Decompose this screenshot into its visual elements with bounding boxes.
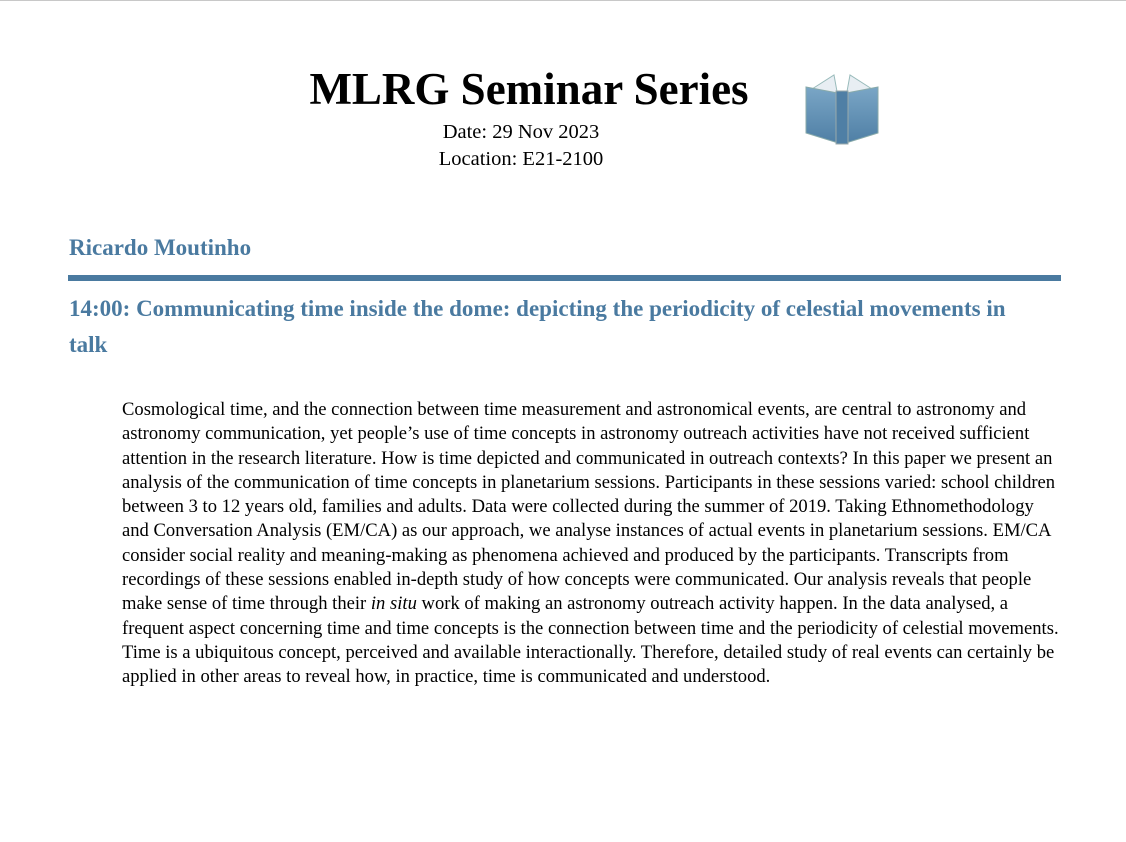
speaker-name: Ricardo Moutinho xyxy=(69,235,252,260)
open-book-icon xyxy=(800,67,884,152)
abstract-italic: in situ xyxy=(370,593,417,615)
event-location: Location: E21-2100 xyxy=(438,148,604,170)
page-title: MLRG Seminar Series xyxy=(309,64,749,114)
divider xyxy=(68,275,1061,281)
abstract-text-end: work of making an astronomy outreach activity happen. In the data analysed, a frequent aspect concerning time and time concepts is the connection between time and the periodicity of celestial movements. Time is a ubiquitous concept, perceived and available interactionally. Therefore, detailed study of real events can certainly be applied in other areas to reveal how, in practice, time is communicated and understood. xyxy=(122,593,1059,688)
talk-abstract xyxy=(122,398,1062,690)
abstract-text: Cosmological time, and the connection between time measurement and astronomical events, are central to astronomy and astronomy communication, yet people’s use of time concepts in astronomy outreach activities have not received sufficient attention in the research literature. How is time depicted and communicated in outreach contexts? In this paper we present an analysis of the communication of time concepts in planetarium sessions. Participants in these sessions varied: school children between 3 to 12 years old, families and adults. Data were collected during the summer of 2019. Taking Ethnomethodology and Conversation Analysis (EM/CA) as our approach, we analyse instances of actual events in planetarium sessions. EM/CA consider social reality and meaning-making as phenomena achieved and produced by the participants. Transcripts from recordings of these sessions enabled in-depth study of how concepts were communicated. Our analysis reveals that people make sense of time through their xyxy=(122,399,1056,615)
talk-title: 14:00: Communicating time inside the dome: depicting the periodicity of celestial movements in talk xyxy=(69,296,1006,357)
event-date: Date: 29 Nov 2023 xyxy=(442,121,600,143)
event-meta xyxy=(0,119,1042,173)
